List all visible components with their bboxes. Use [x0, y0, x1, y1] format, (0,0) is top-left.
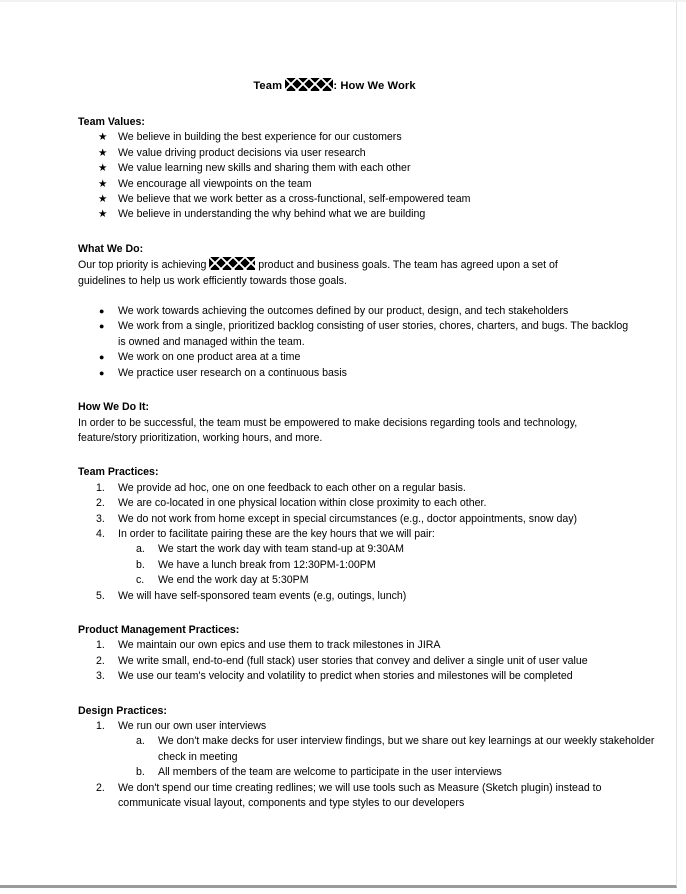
list-item — [0, 512, 638, 527]
document-body — [0, 78, 677, 811]
list-number: 2. — [96, 781, 105, 794]
list-item — [0, 734, 658, 765]
list-item — [0, 319, 638, 350]
list-team-values — [0, 130, 677, 222]
list-item-label: We run our own user interviews — [118, 720, 267, 732]
list-design-practices — [0, 719, 677, 811]
bullet-icon: ● — [99, 367, 105, 378]
spacer — [0, 289, 677, 304]
spacer — [0, 381, 677, 400]
list-item-label: We believe that we work better as a cross-functional, self-empowered team — [118, 193, 471, 206]
section-team-practices — [0, 465, 677, 604]
list-item-label: We work on one product area at a time — [118, 351, 301, 364]
section-what-we-do — [0, 242, 677, 381]
page-top-edge — [0, 0, 686, 2]
list-letter: a. — [136, 735, 145, 748]
list-item-label: We value learning new skills and sharing them with each other — [118, 162, 411, 175]
list-letter: b. — [136, 766, 145, 779]
list-item — [0, 177, 677, 192]
list-item-label: All members of the team are welcome to participate in the user interviews — [158, 766, 502, 779]
spacer — [0, 223, 677, 242]
list-item — [0, 192, 677, 207]
list-item — [0, 146, 677, 161]
redaction-block-body — [209, 257, 255, 270]
list-item — [0, 781, 638, 812]
bullet-icon: ● — [99, 321, 105, 332]
bullet-icon: ● — [99, 306, 105, 317]
list-item-label: We start the work day with team stand-up at 9:30AM — [158, 543, 404, 556]
list-item — [0, 481, 618, 496]
list-item-label: We end the work day at 5:30PM — [158, 574, 309, 587]
list-item-label: We write small, end-to-end (full stack) user stories that convey and deliver a single unit of user value — [118, 654, 588, 667]
list-letter: c. — [136, 574, 145, 587]
heading-design-practices: Design Practices: — [78, 704, 167, 717]
list-item-label: We will have self-sponsored team events (e.g, outings, lunch) — [118, 589, 407, 602]
list-item-label: In order to facilitate pairing these are the key hours that we will pair: — [118, 527, 435, 540]
heading-what-we-do: What We Do: — [78, 242, 144, 255]
list-letter: a. — [136, 543, 145, 556]
list-number: 1. — [96, 720, 105, 732]
list-letter: b. — [136, 558, 145, 571]
list-item — [0, 366, 638, 381]
list-item — [0, 207, 677, 222]
list-item-label: We believe in building the best experience for our customers — [118, 131, 402, 144]
bullet-icon: ● — [99, 352, 105, 363]
spacer — [0, 604, 677, 623]
list-item-label: We work towards achieving the outcomes defined by our product, design, and tech stakeholders — [118, 305, 569, 318]
list-item-label: We have a lunch break from 12:30PM-1:00PM — [158, 558, 376, 571]
list-number: 3. — [96, 512, 105, 525]
list-number: 3. — [96, 670, 105, 683]
list-team-practices — [0, 481, 677, 604]
list-product-management-practices — [0, 638, 677, 684]
spacer — [0, 685, 677, 704]
section-product-management-practices — [0, 623, 677, 685]
list-item-label: We encourage all viewpoints on the team — [118, 177, 312, 190]
list-item-label: We are co-located in one physical location within close proximity to each other. — [118, 497, 487, 510]
list-item-label: We use our team's velocity and volatility to predict when stories and milestones will be completed — [118, 670, 573, 683]
list-item-label: We provide ad hoc, one on one feedback to each other on a regular basis. — [118, 481, 466, 494]
section-how-we-do-it — [0, 400, 677, 446]
list-item — [0, 654, 638, 669]
list-item-label: We work from a single, prioritized backlog consisting of user stories, chores, charters, and bugs. The backlog is owned and managed within the team. — [118, 320, 629, 348]
list-item — [0, 669, 677, 684]
paragraph-text-before: Our top priority is achieving — [78, 259, 210, 272]
list-item — [0, 161, 677, 176]
list-item-label: We value driving product decisions via user research — [118, 146, 366, 159]
title-suffix: : How We Work — [333, 80, 416, 92]
document-title — [0, 78, 677, 93]
heading-team-values: Team Values: — [78, 116, 145, 128]
list-item — [0, 496, 618, 511]
list-item — [0, 558, 677, 573]
list-number: 1. — [96, 639, 105, 652]
section-design-practices — [0, 704, 677, 812]
list-item — [0, 638, 618, 653]
list-item — [0, 573, 677, 588]
list-item-label: We don't make decks for user interview findings, but we share out key learnings at our weekly stakeholder check in meeting — [158, 735, 655, 763]
sublist-design-practices-interviews — [0, 734, 677, 780]
star-icon: ★ — [98, 146, 108, 159]
paragraph-text-after: product and business goals. The team has agreed upon a set of guidelines to help us work efficiently towards those goals. — [78, 259, 558, 287]
list-item — [0, 765, 658, 780]
list-item — [0, 719, 618, 734]
list-number: 5. — [96, 589, 105, 602]
list-item-label: We maintain our own epics and use them to track milestones in JIRA — [118, 639, 441, 652]
spacer — [0, 446, 677, 465]
sublist-team-practices-hours — [0, 542, 677, 588]
list-number: 2. — [96, 654, 105, 667]
star-icon: ★ — [98, 131, 108, 144]
list-item — [0, 527, 618, 542]
list-item — [0, 130, 677, 145]
list-item-label: We do not work from home except in special circumstances (e.g., doctor appointments, snow day) — [118, 512, 578, 525]
star-icon: ★ — [98, 162, 108, 175]
list-number: 2. — [96, 497, 105, 510]
paragraph-how-we-do-it: In order to be successful, the team must be empowered to make decisions regarding tools and technology, feature/story prioritization, working hours, and more. — [78, 416, 578, 444]
heading-how-we-do-it: How We Do It: — [78, 401, 150, 414]
heading-team-practices: Team Practices: — [78, 466, 159, 479]
list-item-label: We don't spend our time creating redlines; we will use tools such as Measure (Sketch plugin) instead to communicate visual layout, components and type styles to our developers — [118, 781, 602, 810]
list-item-label: We practice user research on a continuous basis — [118, 366, 347, 379]
redaction-block-title — [285, 78, 333, 91]
list-item — [0, 304, 638, 319]
star-icon: ★ — [98, 177, 108, 190]
list-item-label: We believe in understanding the why behind what we are building — [118, 208, 426, 221]
heading-product-management-practices: Product Management Practices: — [78, 623, 240, 636]
list-number: 4. — [96, 527, 105, 540]
star-icon: ★ — [98, 208, 108, 221]
paragraph-what-we-do — [78, 257, 581, 289]
list-item — [0, 589, 618, 604]
list-item — [0, 350, 638, 365]
star-icon: ★ — [98, 193, 108, 206]
list-what-we-do — [0, 304, 677, 381]
title-prefix: Team — [253, 80, 286, 92]
list-number: 1. — [96, 481, 105, 494]
section-team-values — [0, 115, 677, 223]
list-item — [0, 542, 677, 557]
